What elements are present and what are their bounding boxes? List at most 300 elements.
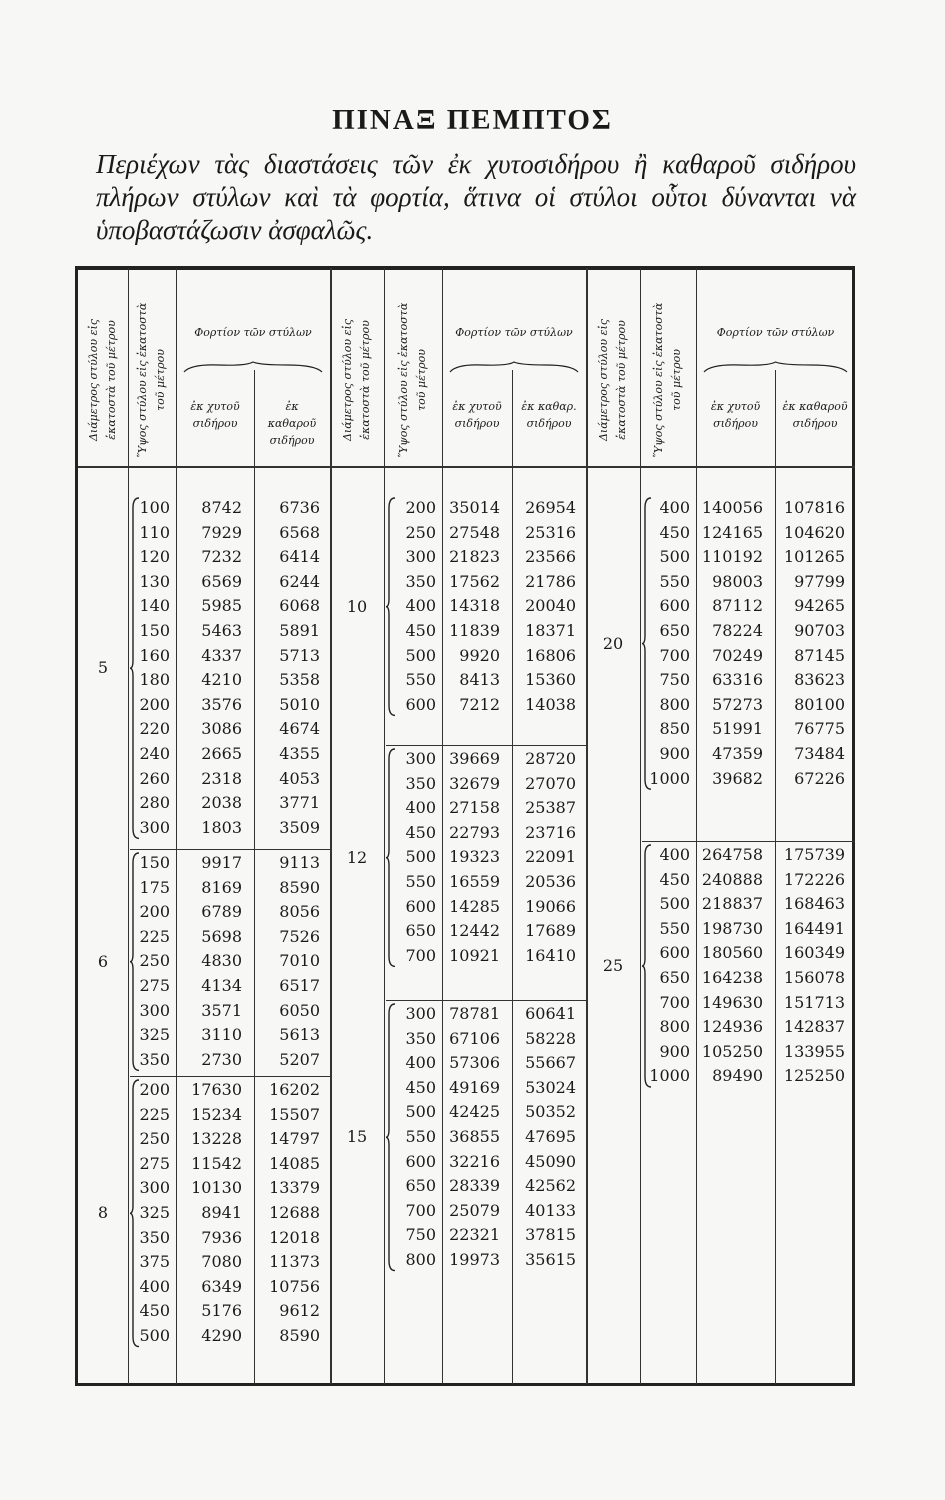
wrought-load-cell: 9113 (279, 853, 320, 872)
group-rule (642, 841, 855, 842)
wrought-load-cell: 168463 (783, 894, 845, 914)
load-header: Φορτίον τῶν στύλων (716, 326, 835, 339)
height-cell: 350 (139, 1227, 170, 1247)
wrought-load-cell: 14797 (269, 1129, 320, 1149)
height-cell: 300 (405, 1004, 436, 1023)
height-cell: 550 (659, 571, 690, 591)
wrought-load-cell: 175739 (783, 845, 845, 864)
height-cell: 350 (405, 1028, 436, 1048)
wrought-load-cell: 50352 (525, 1102, 576, 1122)
cast-load-cell: 3110 (201, 1025, 242, 1045)
height-cell: 350 (139, 1049, 170, 1069)
wrought-load-cell: 125250 (783, 1066, 845, 1086)
height-cell: 400 (139, 1276, 170, 1296)
cast-load-cell: 124936 (701, 1017, 763, 1037)
height-cell: 225 (139, 1104, 170, 1124)
wrought-load-cell: 19066 (525, 896, 576, 916)
height-cell: 700 (659, 645, 690, 665)
height-cell: 800 (405, 1250, 436, 1269)
cast-load-cell: 4134 (201, 976, 242, 995)
wrought-load-cell: 35615 (525, 1250, 576, 1269)
load-header-brace (450, 362, 578, 374)
height-cell: 600 (405, 694, 436, 714)
wrought-load-cell: 6068 (279, 596, 320, 616)
height-cell: 450 (405, 1077, 436, 1097)
wrought-load-cell: 151713 (783, 992, 845, 1012)
height-cell: 350 (405, 773, 436, 793)
group-brace (386, 1002, 396, 1273)
height-cell: 900 (659, 744, 690, 763)
cast-load-cell: 3086 (201, 719, 242, 739)
group-brace (130, 1078, 140, 1349)
wrought-load-cell: 97799 (794, 571, 845, 591)
wrought-load-cell: 20536 (525, 872, 576, 891)
cast-load-cell: 22321 (449, 1225, 500, 1245)
height-cell: 850 (659, 719, 690, 739)
wrought-load-cell: 10756 (269, 1276, 320, 1296)
wrought-load-cell: 4674 (279, 719, 320, 739)
cast-load-cell: 218837 (701, 894, 763, 914)
diameter-cell: 15 (346, 1127, 368, 1147)
wrought-load-cell: 27070 (525, 773, 576, 793)
wrought-load-cell: 133955 (783, 1041, 845, 1061)
cast-load-cell: 9917 (201, 853, 242, 872)
height-cell: 400 (405, 596, 436, 616)
cast-load-cell: 25079 (449, 1200, 500, 1220)
height-cell: 600 (405, 896, 436, 916)
height-cell: 160 (139, 645, 170, 665)
cast-load-cell: 2038 (201, 793, 242, 813)
height-cell: 650 (405, 921, 436, 941)
group-brace (130, 851, 140, 1072)
wrought-load-cell: 90703 (794, 621, 845, 640)
cast-load-cell: 7080 (201, 1252, 242, 1272)
wrought-load-cell: 55667 (525, 1053, 576, 1073)
wrought-load-cell: 8590 (279, 1326, 320, 1345)
cast-load-cell: 4830 (201, 951, 242, 971)
height-cell: 110 (139, 522, 170, 542)
cast-load-cell: 17562 (449, 571, 500, 591)
wrought-load-cell: 25316 (525, 522, 576, 542)
cast-iron-header: ἐκ χυτοῦ σιδήρου (710, 400, 761, 430)
wrought-load-cell: 87145 (794, 645, 845, 665)
height-cell: 500 (659, 894, 690, 914)
cast-load-cell: 47359 (712, 744, 763, 763)
wrought-load-cell: 40133 (525, 1200, 576, 1220)
wrought-load-cell: 164491 (783, 918, 845, 938)
height-cell: 650 (405, 1176, 436, 1196)
group-rule (386, 1000, 586, 1001)
wrought-load-cell: 6517 (279, 976, 320, 995)
table-caption: Περιέχων τὰς διαστάσεις τῶν ἐκ χυτοσιδήρου ἢ καθαροῦ σιδήρου πλήρων στύλων καὶ τὰ φορτία, ἅτινα οἱ στύλοι οὗτοι δύνανται νὰ ὑποβαστάζωσιν ἀσφαλῶς. (96, 149, 856, 245)
diameter-cell: 12 (346, 847, 368, 867)
group-brace (386, 496, 396, 717)
cast-load-cell: 11839 (449, 621, 500, 640)
cast-load-cell: 8941 (201, 1203, 242, 1222)
height-cell: 250 (139, 951, 170, 971)
cast-load-cell: 57273 (712, 694, 763, 714)
cast-load-cell: 57306 (449, 1053, 500, 1073)
wrought-load-cell: 4053 (279, 768, 320, 788)
wrought-load-cell: 42562 (525, 1176, 576, 1196)
cast-load-cell: 22793 (449, 822, 500, 842)
cast-load-cell: 4290 (201, 1326, 242, 1345)
group-brace (642, 496, 652, 791)
height-cell: 400 (659, 498, 690, 517)
wrought-load-cell: 6050 (279, 1000, 320, 1020)
height-cell: 600 (405, 1151, 436, 1171)
page-title: ΠΙΝΑΞ ΠΕΜΠΤΟΣ (332, 104, 613, 136)
cast-load-cell: 21823 (449, 547, 500, 567)
cast-load-cell: 7232 (201, 547, 242, 567)
wrought-load-cell: 67226 (794, 768, 845, 788)
cast-load-cell: 124165 (701, 522, 763, 542)
cast-load-cell: 19323 (449, 847, 500, 867)
height-cell: 400 (405, 1053, 436, 1073)
diameter-cell: 25 (602, 956, 624, 975)
cast-load-cell: 32216 (449, 1151, 500, 1171)
wrought-load-cell: 6414 (279, 547, 320, 567)
cast-load-cell: 35014 (449, 498, 500, 517)
wrought-load-cell: 14085 (269, 1153, 320, 1173)
cast-load-cell: 4210 (201, 670, 242, 690)
cast-load-cell: 3576 (201, 694, 242, 714)
wrought-load-cell: 47695 (525, 1127, 576, 1146)
cast-load-cell: 149630 (701, 992, 763, 1012)
cast-load-cell: 17630 (191, 1080, 242, 1099)
diameter-cell: 5 (97, 658, 109, 678)
cast-load-cell: 264758 (701, 845, 763, 864)
diameter-cell: 20 (602, 633, 624, 653)
group-brace (130, 496, 140, 840)
cast-load-cell: 39682 (712, 768, 763, 788)
group-rule (130, 849, 330, 850)
height-cell: 650 (659, 621, 690, 640)
cast-load-cell: 8169 (201, 877, 242, 897)
height-cell: 180 (139, 670, 170, 690)
cast-load-cell: 110192 (701, 547, 763, 567)
height-cell: 300 (139, 817, 170, 837)
wrought-load-cell: 4355 (279, 744, 320, 763)
cast-load-cell: 15234 (191, 1104, 242, 1124)
wrought-load-cell: 3509 (279, 817, 320, 837)
height-cell: 500 (659, 547, 690, 567)
load-header-brace (184, 362, 322, 374)
wrought-load-cell: 37815 (525, 1225, 576, 1245)
wrought-load-cell: 21786 (525, 571, 576, 591)
height-cell: 300 (405, 749, 436, 768)
cast-load-cell: 70249 (712, 645, 763, 665)
cast-load-cell: 13228 (191, 1129, 242, 1149)
height-cell: 300 (139, 1000, 170, 1020)
wrought-load-cell: 17689 (525, 921, 576, 941)
height-cell: 450 (659, 522, 690, 542)
cast-load-cell: 36855 (449, 1127, 500, 1146)
height-cell: 300 (139, 1178, 170, 1198)
cast-load-cell: 14285 (449, 896, 500, 916)
cast-load-cell: 9920 (459, 645, 500, 665)
cast-load-cell: 10921 (449, 945, 500, 965)
column-rule (586, 268, 588, 1384)
wrought-load-cell: 80100 (794, 694, 845, 714)
height-cell: 400 (659, 845, 690, 864)
wrought-load-cell: 12688 (269, 1203, 320, 1222)
height-cell: 200 (139, 694, 170, 714)
height-header: Ὕψος στύλου εἰς ἑκατοστὰ τοῦ μέτρου (136, 302, 167, 458)
cast-load-cell: 28339 (449, 1176, 500, 1196)
wrought-load-cell: 28720 (525, 749, 576, 768)
height-cell: 260 (139, 768, 170, 788)
cast-load-cell: 51991 (712, 719, 763, 739)
wrought-load-cell: 15360 (525, 670, 576, 690)
wrought-load-cell: 23566 (525, 547, 576, 567)
column-rule (330, 268, 332, 1384)
cast-load-cell: 5698 (201, 926, 242, 946)
height-cell: 240 (139, 744, 170, 763)
wrought-load-cell: 5207 (279, 1049, 320, 1069)
wrought-load-cell: 16410 (525, 945, 576, 965)
cast-load-cell: 6569 (201, 571, 242, 591)
height-cell: 325 (139, 1025, 170, 1045)
cast-load-cell: 12442 (449, 921, 500, 941)
wrought-load-cell: 16806 (525, 645, 576, 665)
cast-load-cell: 63316 (712, 670, 763, 690)
cast-load-cell: 7936 (201, 1227, 242, 1247)
height-cell: 700 (659, 992, 690, 1012)
cast-load-cell: 6349 (201, 1276, 242, 1296)
height-cell: 450 (659, 869, 690, 889)
wrought-load-cell: 5891 (279, 621, 320, 640)
wrought-load-cell: 20040 (525, 596, 576, 616)
height-cell: 140 (139, 596, 170, 616)
height-header: Ὕψος στύλου εἰς ἑκατοστὰ τοῦ μέτρου (652, 302, 683, 458)
height-cell: 120 (139, 547, 170, 567)
cast-load-cell: 7212 (459, 694, 500, 714)
cast-load-cell: 11542 (191, 1153, 242, 1173)
cast-load-cell: 4337 (201, 645, 242, 665)
cast-load-cell: 198730 (701, 918, 763, 938)
group-brace (386, 747, 396, 968)
cast-load-cell: 5176 (201, 1301, 242, 1321)
wrought-load-cell: 22091 (525, 847, 576, 867)
wrought-load-cell: 156078 (783, 968, 845, 987)
wrought-load-cell: 5010 (279, 694, 320, 714)
cast-load-cell: 5985 (201, 596, 242, 616)
height-cell: 150 (139, 853, 170, 872)
wrought-load-cell: 5713 (279, 645, 320, 665)
height-cell: 150 (139, 621, 170, 640)
diameter-cell: 10 (346, 596, 368, 616)
load-header: Φορτίον τῶν στύλων (194, 326, 312, 339)
cast-load-cell: 5463 (201, 621, 242, 640)
load-header: Φορτίον τῶν στύλων (455, 326, 573, 339)
diameter-cell: 6 (97, 951, 109, 971)
cast-load-cell: 2730 (201, 1049, 242, 1069)
height-cell: 500 (405, 645, 436, 665)
height-cell: 500 (405, 1102, 436, 1122)
wrought-load-cell: 7010 (279, 951, 320, 971)
wrought-load-cell: 60641 (525, 1004, 576, 1023)
height-cell: 750 (659, 670, 690, 690)
height-cell: 750 (405, 1225, 436, 1245)
height-cell: 900 (659, 1041, 690, 1061)
height-cell: 375 (139, 1252, 170, 1272)
height-cell: 450 (405, 621, 436, 640)
wrought-iron-header: ἐκ καθαρ. σιδήρου (521, 400, 577, 430)
height-cell: 500 (139, 1326, 170, 1345)
height-cell: 550 (405, 872, 436, 891)
height-cell: 1000 (649, 768, 690, 788)
height-cell: 275 (139, 1153, 170, 1173)
height-cell: 200 (405, 498, 436, 517)
wrought-load-cell: 6736 (279, 498, 320, 517)
wrought-load-cell: 15507 (269, 1104, 320, 1124)
cast-load-cell: 27548 (449, 522, 500, 542)
wrought-load-cell: 76775 (794, 719, 845, 739)
wrought-load-cell: 7526 (279, 926, 320, 946)
wrought-load-cell: 107816 (783, 498, 845, 517)
height-cell: 130 (139, 571, 170, 591)
wrought-load-cell: 16202 (269, 1080, 320, 1099)
height-cell: 175 (139, 877, 170, 897)
wrought-iron-header: ἐκ καθαροῦ σιδήρου (267, 400, 317, 447)
height-cell: 800 (659, 1017, 690, 1037)
wrought-load-cell: 58228 (525, 1028, 576, 1048)
cast-load-cell: 105250 (701, 1041, 763, 1061)
height-cell: 550 (659, 918, 690, 938)
wrought-load-cell: 8056 (279, 902, 320, 922)
wrought-load-cell: 160349 (783, 943, 845, 963)
wrought-load-cell: 9612 (279, 1301, 320, 1321)
height-cell: 550 (405, 670, 436, 690)
height-cell: 220 (139, 719, 170, 739)
diameter-header: Διάμετρος στύλου εἰς ἑκατοστὰ τοῦ μέτρου (597, 319, 628, 442)
header-rule (78, 466, 855, 468)
height-cell: 1000 (649, 1066, 690, 1086)
wrought-load-cell: 101265 (783, 547, 845, 567)
height-cell: 700 (405, 1200, 436, 1220)
wrought-load-cell: 11373 (269, 1252, 320, 1272)
cast-load-cell: 240888 (701, 869, 763, 889)
cast-load-cell: 49169 (449, 1077, 500, 1097)
wrought-load-cell: 172226 (783, 869, 845, 889)
height-cell: 550 (405, 1127, 436, 1146)
height-cell: 280 (139, 793, 170, 813)
cast-load-cell: 27158 (449, 798, 500, 818)
height-cell: 200 (139, 902, 170, 922)
column-rule (640, 268, 641, 1384)
cast-load-cell: 32679 (449, 773, 500, 793)
group-rule (386, 745, 586, 746)
diameter-header: Διάμετρος στύλου εἰς ἑκατοστὰ τοῦ μέτρου (87, 319, 118, 442)
height-cell: 650 (659, 968, 690, 987)
wrought-load-cell: 73484 (794, 744, 845, 763)
cast-iron-header: ἐκ χυτοῦ σιδήρου (452, 400, 502, 430)
wrought-load-cell: 94265 (794, 596, 845, 616)
cast-load-cell: 10130 (191, 1178, 242, 1198)
height-cell: 500 (405, 847, 436, 867)
wrought-load-cell: 13379 (269, 1178, 320, 1198)
height-cell: 350 (405, 571, 436, 591)
height-cell: 700 (405, 945, 436, 965)
height-cell: 450 (139, 1301, 170, 1321)
cast-load-cell: 39669 (449, 749, 500, 768)
cast-load-cell: 89490 (712, 1066, 763, 1086)
group-rule (130, 1076, 330, 1077)
height-cell: 250 (139, 1129, 170, 1149)
height-cell: 200 (139, 1080, 170, 1099)
wrought-load-cell: 8590 (279, 877, 320, 897)
cast-load-cell: 7929 (201, 522, 242, 542)
cast-load-cell: 14318 (449, 596, 500, 616)
cast-load-cell: 67106 (449, 1028, 500, 1048)
cast-iron-header: ἐκ χυτοῦ σιδήρου (190, 400, 240, 430)
load-header-brace (704, 362, 847, 374)
cast-load-cell: 16559 (449, 872, 500, 891)
wrought-load-cell: 83623 (794, 670, 845, 690)
height-cell: 800 (659, 694, 690, 714)
cast-load-cell: 2318 (201, 768, 242, 788)
height-cell: 600 (659, 596, 690, 616)
height-cell: 250 (405, 522, 436, 542)
wrought-load-cell: 104620 (783, 522, 845, 542)
group-brace (642, 843, 652, 1089)
cast-load-cell: 42425 (449, 1102, 500, 1122)
cast-load-cell: 98003 (712, 571, 763, 591)
wrought-iron-header: ἐκ καθαροῦ σιδήρου (782, 400, 848, 430)
height-cell: 600 (659, 943, 690, 963)
wrought-load-cell: 26954 (525, 498, 576, 517)
cast-load-cell: 1803 (201, 817, 242, 837)
wrought-load-cell: 23716 (525, 822, 576, 842)
wrought-load-cell: 25387 (525, 798, 576, 818)
height-header: Ὕψος στύλου εἰς ἑκατοστὰ τοῦ μέτρου (397, 302, 428, 458)
height-cell: 100 (139, 498, 170, 517)
wrought-load-cell: 12018 (269, 1227, 320, 1247)
cast-load-cell: 2665 (201, 744, 242, 763)
cast-load-cell: 180560 (701, 943, 763, 963)
wrought-load-cell: 3771 (279, 793, 320, 813)
height-cell: 275 (139, 976, 170, 995)
wrought-load-cell: 6244 (279, 571, 320, 591)
cast-load-cell: 87112 (712, 596, 763, 616)
diameter-header: Διάμετρος στύλου εἰς ἑκατοστὰ τοῦ μέτρου (341, 319, 372, 442)
diameter-cell: 8 (97, 1203, 109, 1223)
wrought-load-cell: 5613 (279, 1025, 320, 1045)
height-cell: 225 (139, 926, 170, 946)
wrought-load-cell: 6568 (279, 522, 320, 542)
height-cell: 450 (405, 822, 436, 842)
wrought-load-cell: 142837 (783, 1017, 845, 1037)
wrought-load-cell: 53024 (525, 1077, 576, 1097)
cast-load-cell: 78224 (712, 621, 763, 640)
height-cell: 325 (139, 1203, 170, 1222)
cast-load-cell: 164238 (701, 968, 763, 987)
cast-load-cell: 8742 (201, 498, 242, 517)
wrought-load-cell: 5358 (279, 670, 320, 690)
cast-load-cell: 78781 (449, 1004, 500, 1023)
cast-load-cell: 140056 (701, 498, 763, 517)
wrought-load-cell: 18371 (525, 621, 576, 640)
cast-load-cell: 3571 (201, 1000, 242, 1020)
cast-load-cell: 19973 (449, 1250, 500, 1269)
cast-load-cell: 6789 (201, 902, 242, 922)
column-rule (696, 268, 697, 1384)
height-cell: 300 (405, 547, 436, 567)
height-cell: 400 (405, 798, 436, 818)
wrought-load-cell: 14038 (525, 694, 576, 714)
cast-load-cell: 8413 (459, 670, 500, 690)
